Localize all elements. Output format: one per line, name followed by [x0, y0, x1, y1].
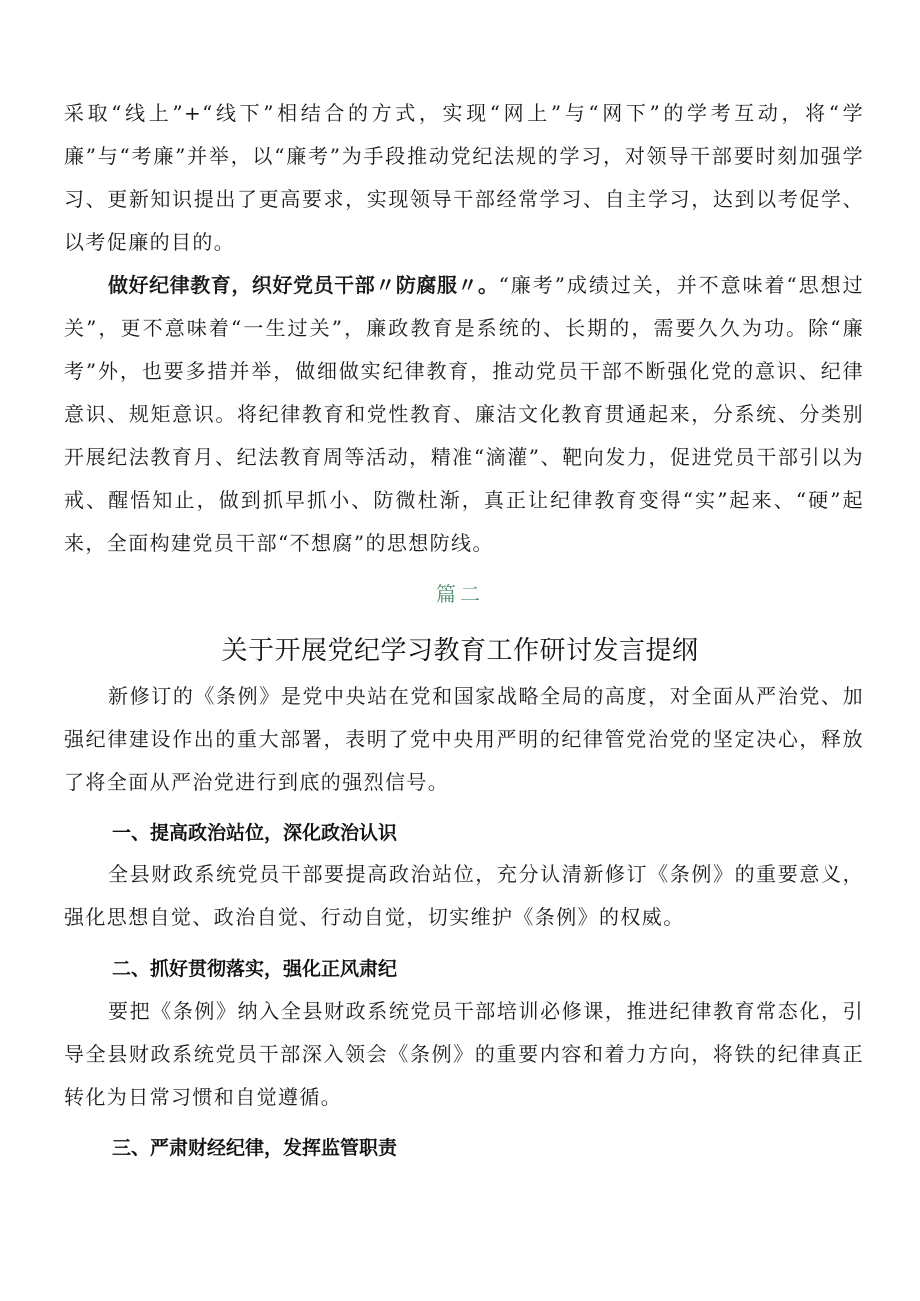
- document-title: 关于开展党纪学习教育工作研讨发言提纲: [221, 636, 699, 666]
- discipline-paragraph-body: “廉考”成绩过关，并不意味着“思想过关”，更不意味着“一生过关”，廉政教育是系统的、长期的，需要久久为功。除“廉考”外，也要多措并举，做细做实纪律教育，推动党员干部不断强化党的意识、纪律意识、规矩意识。将纪律教育和党性教育、廉洁文化教育贯通起来，分系统、分类别开展纪法教育月、纪法教育周等活动，精准“滴灌”、靶向发力，促进党员干部引以为戒、醒悟知止，做到抓早抓小、防微杜渐，真正让纪律教育变得“实”起来、“硬”起来，全面构建党员干部“不想腐”的思想防线。: [64, 273, 865, 555]
- section-body-2: 要把《条例》纳入全县财政系统党员干部培训必修课，推进纪律教育常态化，引导全县财政系统党员干部深入领会《条例》的重要内容和着力方向，将铁的纪律真正转化为日常习惯和自觉遵循。: [64, 999, 864, 1109]
- discipline-paragraph: [64, 264, 864, 565]
- intro-paragraph: 采取“线上”+“线下”相结合的方式，实现“网上”与“网下”的学考互动，将“学廉”与“考廉”并举，以“廉考”为手段推动党纪法规的学习，对领导干部要时刻加强学习、更新知识提出了更高要求，实现领导干部经常学习、自主学习，达到以考促学、以考促廉的目的。: [64, 101, 864, 254]
- section-tag: 篇二: [436, 582, 484, 606]
- section-heading-3: 三、严肃财经纪律，发挥监管职责: [112, 1137, 398, 1159]
- discipline-paragraph-lead: 做好纪律教育，织好党员干部〃防腐服〃。: [108, 273, 499, 297]
- section-heading-2: 二、抓好贯彻落实，强化正风肃纪: [112, 958, 398, 980]
- section-body-1: 全县财政系统党员干部要提高政治站位，充分认清新修订《条例》的重要意义，强化思想自觉、政治自觉、行动自觉，切实维护《条例》的权威。: [64, 862, 864, 929]
- opening-paragraph: 新修订的《条例》是党中央站在党和国家战略全局的高度，对全面从严治党、加强纪律建设作出的重大部署，表明了党中央用严明的纪律管党治党的坚定决心，释放了将全面从严治党进行到底的强烈信号。: [64, 684, 864, 794]
- section-heading-1: 一、提高政治站位，深化政治认识: [112, 822, 398, 844]
